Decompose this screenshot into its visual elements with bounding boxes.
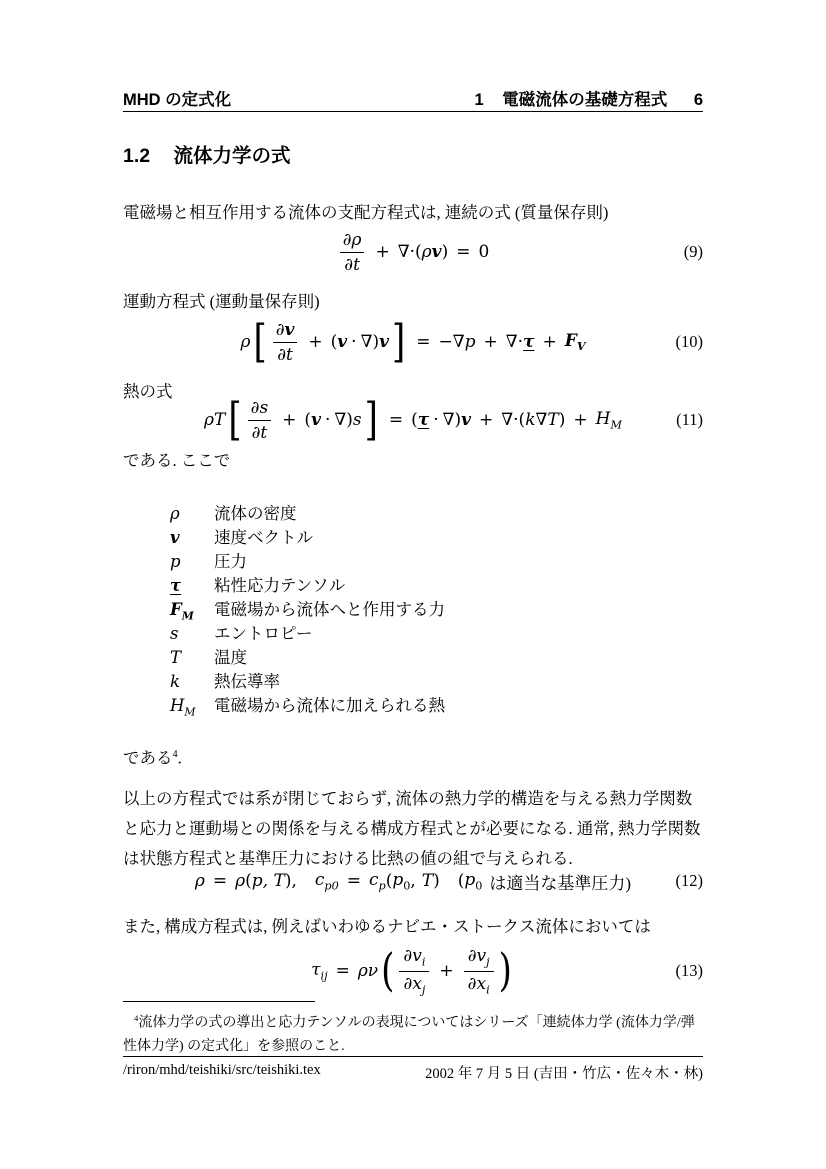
symbol-row-hm bbox=[170, 694, 445, 718]
equation-number-10: (10) bbox=[675, 332, 703, 351]
section-title: 流体力学の式 bbox=[173, 145, 291, 167]
paragraph-navier-stokes: また, 構成方程式は, 例えばいわゆるナビエ・ストークス流体においては bbox=[123, 917, 651, 936]
equation-state bbox=[123, 864, 703, 898]
equation-continuity bbox=[123, 228, 703, 276]
symbol-row-fm bbox=[170, 598, 445, 622]
symbol-h: H bbox=[170, 696, 185, 715]
paragraph-heat: 熱の式 bbox=[123, 382, 173, 401]
footnote-rule bbox=[123, 1001, 315, 1002]
footer-file-path: /riron/mhd/teishiki/src/teishiki.tex bbox=[123, 1062, 321, 1078]
paragraph-closure: 以上の方程式では系が閉じておらず, 流体の熱力学的構造を与える熱力学関数と応力と運動場との関係を与える構成方程式とが必要になる. 通常, 熱力学関数は状態方程式と基準圧力における比熱の値の組で与えられる. bbox=[123, 789, 701, 868]
paragraph-dearu-period: . bbox=[177, 748, 182, 768]
paragraph-intro: 電磁場と相互作用する流体の支配方程式は, 連続の式 (質量保存則) bbox=[123, 203, 609, 222]
symbol-f-sub: M bbox=[181, 609, 194, 623]
equation-heat bbox=[123, 394, 703, 446]
symbol-k: k bbox=[170, 672, 180, 691]
symbol-row-p bbox=[170, 550, 445, 574]
symbol-tau: τ bbox=[170, 576, 182, 595]
equation-number-9: (9) bbox=[683, 242, 703, 261]
equation-momentum bbox=[123, 314, 703, 370]
paragraph-dearu-footnote bbox=[123, 740, 703, 774]
equation-stress-body: $\tau_{ij}$ = ρν ( $\frac{\partial v_i}{\partial x_j}$ + $\frac{\partial v_j}{\partial x_i}$ ) bbox=[311, 944, 512, 998]
symbol-t: T bbox=[170, 648, 182, 667]
symbol-desc: 温度 bbox=[214, 648, 247, 667]
symbol-row-rho bbox=[170, 502, 445, 526]
symbol-v: v bbox=[170, 528, 180, 547]
page-footer bbox=[123, 1062, 703, 1083]
equation-number-13: (13) bbox=[675, 961, 703, 980]
header-section-number: 1 bbox=[474, 91, 484, 109]
symbol-s: s bbox=[170, 624, 179, 643]
symbol-row-v bbox=[170, 526, 445, 550]
footnote bbox=[123, 1007, 703, 1058]
section-number: 1.2 bbox=[123, 145, 151, 167]
symbol-row-s bbox=[170, 622, 445, 646]
symbol-desc: 流体の密度 bbox=[214, 504, 297, 523]
symbol-desc: エントロピー bbox=[214, 624, 313, 643]
section-heading bbox=[123, 140, 703, 168]
equation-momentum-body: ρ [ $\frac{\partial v}{\partial t}$ + ( v · ∇ ) v ] = −∇ p + ∇· τ + $F_V$ bbox=[240, 315, 586, 369]
header-rule bbox=[123, 111, 703, 112]
equation-state-body: ρ = ρ ( p, T ), $c_{p0}$ = $c_p$ ( $p_0$ , T ) ( $p_0$ は適当な基準圧力) bbox=[194, 869, 632, 893]
symbol-f: F bbox=[170, 600, 182, 619]
footnote-text: 流体力学の式の導出と応力テンソルの表現についてはシリーズ「連続体力学 (流体力学/弾性体力学) の定式化」を参照のこと. bbox=[123, 1015, 695, 1054]
equation-heat-body: ρT [ $\frac{\partial s}{\partial t}$ + ( v · ∇ ) s ] = ( τ · ∇ ) v + ∇·( k ∇ T ) + $H_M$ bbox=[204, 393, 622, 447]
page-number: 6 bbox=[693, 91, 703, 109]
footer-date-authors: 2002 年 7 月 5 日 (吉田・竹広・佐々木・林) bbox=[425, 1066, 703, 1082]
symbol-p: p bbox=[170, 552, 181, 571]
symbol-desc: 速度ベクトル bbox=[214, 528, 313, 547]
header-title-left: MHD の定式化 bbox=[123, 91, 232, 109]
symbol-desc: 熱伝導率 bbox=[214, 672, 280, 691]
symbol-row-k bbox=[170, 670, 445, 694]
symbol-desc: 粘性応力テンソル bbox=[214, 576, 346, 595]
equation-number-11: (11) bbox=[676, 410, 703, 429]
symbol-row-t bbox=[170, 646, 445, 670]
symbol-h-sub: M bbox=[184, 705, 196, 719]
symbol-desc: 電磁場から流体に加えられる熱 bbox=[214, 696, 445, 715]
header-section-title: 電磁流体の基礎方程式 bbox=[502, 91, 668, 109]
symbol-desc: 圧力 bbox=[214, 552, 247, 571]
footnote-marker: 4 bbox=[172, 749, 178, 760]
page-header bbox=[123, 86, 703, 110]
paragraph-dearu-text: である bbox=[123, 748, 173, 768]
symbol-definition-list bbox=[170, 502, 445, 718]
equation-stress bbox=[123, 942, 703, 1000]
footnote-number: 4 bbox=[134, 1013, 139, 1023]
symbol-row-tau bbox=[170, 574, 445, 598]
header-title-right bbox=[474, 86, 703, 110]
footer-rule bbox=[123, 1056, 703, 1057]
paragraph-momentum: 運動方程式 (運動量保存則) bbox=[123, 292, 320, 311]
paragraph-dearu-kokode: である. ここで bbox=[123, 451, 231, 470]
equation-continuity-body: $\frac{\partial\rho}{\partial t}$ + ∇·( ρ v ) = 0 bbox=[337, 230, 490, 275]
symbol-rho: ρ bbox=[170, 504, 180, 523]
equation-number-12: (12) bbox=[675, 871, 703, 890]
symbol-desc: 電磁場から流体へと作用する力 bbox=[214, 600, 445, 619]
